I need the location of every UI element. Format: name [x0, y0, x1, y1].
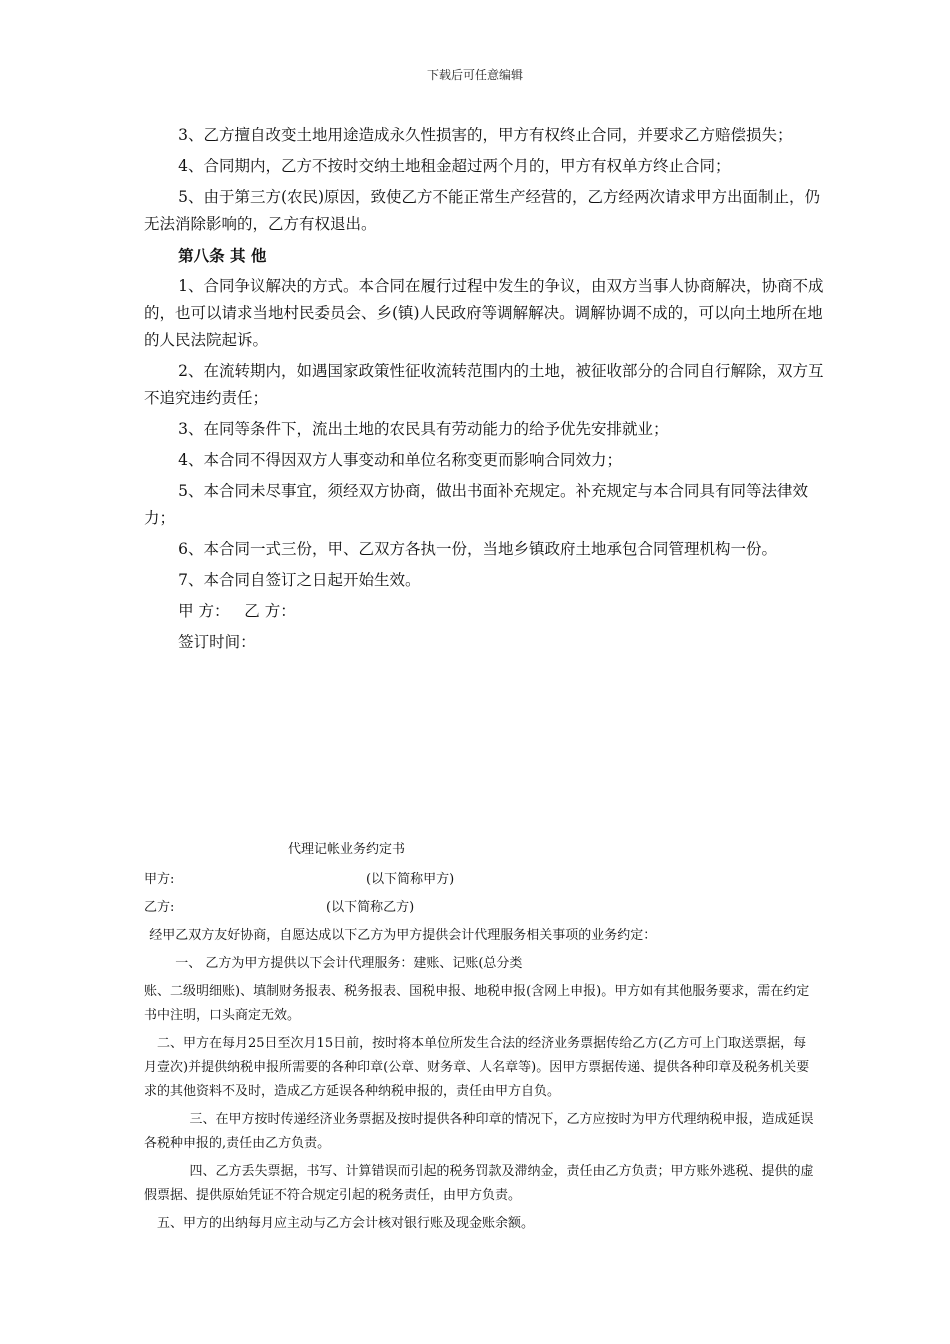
party-b-label: 乙方:	[144, 900, 175, 915]
party-a-label: 甲方:	[144, 872, 175, 887]
clause-item-3: 3、乙方擅自改变土地用途造成永久性损害的，甲方有权终止合同，并要求乙方赔偿损失；	[178, 126, 793, 144]
clause-1-continuation: 账、二级明细账)、填制财务报表、税务报表、国税申报、地税申报(含网上申报)。甲方如有其他服务要求，需在约定书中注明，口头商定无效。	[144, 984, 810, 1023]
clause-4: 四、乙方丢失票据，书写、计算错误而引起的税务罚款及滞纳金，责任由乙方负责；甲方账外逃税、提供的虚假票据、提供原始凭证不符合规定引起的税务责任，由甲方负责。	[144, 1164, 814, 1203]
signature-date: 签订时间：	[178, 633, 256, 651]
contract-terms-section	[144, 122, 824, 660]
article-8-item-4: 4、本合同不得因双方人事变动和单位名称变更而影响合同效力；	[178, 451, 622, 469]
party-b-note: (以下简称乙方)	[326, 900, 415, 915]
article-8-item-2: 2、在流转期内，如遇国家政策性征收流转范围内的土地，被征收部分的合同自行解除，双方互不追究违约责任；	[144, 362, 824, 407]
party-a-line	[144, 868, 816, 892]
party-a-note: (以下简称甲方)	[366, 872, 455, 887]
article-8-heading: 第八条 其 他	[178, 246, 267, 265]
article-8-item-3: 3、在同等条件下，流出土地的农民具有劳动能力的给予优先安排就业；	[178, 420, 669, 438]
agreement-title: 代理记帐业务约定书	[288, 842, 406, 857]
party-b-line	[144, 896, 816, 920]
bookkeeping-agreement-section	[144, 868, 816, 1240]
clause-3: 三、在甲方按时传递经济业务票据及按时提供各种印章的情况下，乙方应按时为甲方代理纳税申报，造成延误各税种申报的,责任由乙方负责。	[144, 1112, 814, 1151]
article-8-item-1: 1、合同争议解决的方式。本合同在履行过程中发生的争议，由双方当事人协商解决，协商不成的，也可以请求当地村民委员会、乡(镇)人民政府等调解解决。调解协调不成的，可以向土地所在地的人民法院起诉。	[144, 277, 824, 349]
article-8-item-6: 6、本合同一式三份，甲、乙双方各执一份，当地乡镇政府土地承包合同管理机构一份。	[178, 540, 777, 558]
agreement-intro: 经甲乙双方友好协商，自愿达成以下乙方为甲方提供会计代理服务相关事项的业务约定：	[149, 928, 657, 943]
article-8-item-5: 5、本合同未尽事宜，须经双方协商，做出书面补充规定。补充规定与本合同具有同等法律效力；	[144, 482, 808, 527]
clause-item-5: 5、由于第三方(农民)原因，致使乙方不能正常生产经营的，乙方经两次请求甲方出面制止，仍无法消除影响的，乙方有权退出。	[144, 188, 821, 233]
page-header: 下载后可任意编辑	[426, 68, 523, 82]
clause-2: 二、甲方在每月25日至次月15日前，按时将本单位所发生合法的经济业务票据传给乙方(乙方可上门取送票据，每月壹次)并提供纳税申报所需要的各种印章(公章、财务章、人名章等)。因甲方票据传递、提供各种印章及税务机关要求的其他资料不及时，造成乙方延误各种纳税申报的，责任由甲方自负。	[144, 1036, 810, 1099]
clause-1-first-line: 一、 乙方为甲方提供以下会计代理服务：建账、记账(总分类	[175, 956, 523, 971]
clause-item-4: 4、合同期内，乙方不按时交纳土地租金超过两个月的，甲方有权单方终止合同；	[178, 157, 731, 175]
signature-parties: 甲 方： 乙 方：	[178, 602, 296, 620]
article-8-item-7: 7、本合同自签订之日起开始生效。	[178, 571, 421, 589]
clause-5: 五、甲方的出纳每月应主动与乙方会计核对银行账及现金账余额。	[157, 1216, 535, 1231]
